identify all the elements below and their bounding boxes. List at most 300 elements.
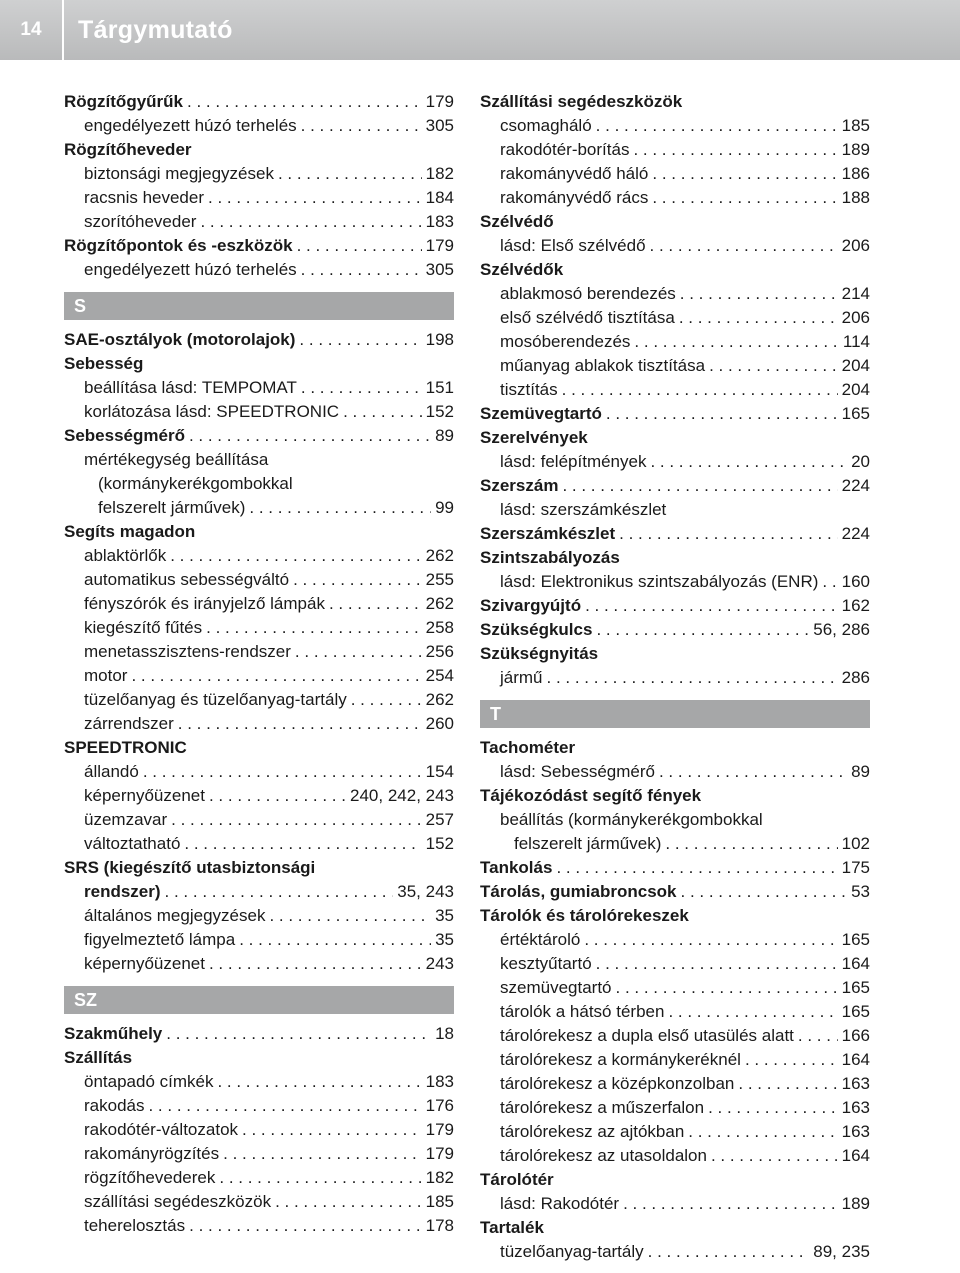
entry-term: felszerelt járművek)	[98, 498, 246, 517]
dot-leader	[596, 114, 838, 138]
entry-page-ref: 262	[425, 690, 454, 709]
index-entry	[480, 1168, 870, 1192]
entry-page-ref: 182	[425, 164, 454, 183]
entry-page-ref: 89, 235	[813, 1242, 870, 1261]
index-subentry	[64, 1094, 454, 1118]
entry-page-ref: 53	[851, 882, 870, 901]
index-subentry	[64, 880, 454, 904]
index-entry	[480, 784, 870, 808]
entry-page-ref: 240, 242, 243	[350, 786, 454, 805]
entry-page-ref: 262	[425, 546, 454, 565]
dot-leader	[178, 712, 422, 736]
index-subentry	[64, 496, 454, 520]
entry-page-ref: 99	[435, 498, 454, 517]
dot-leader	[189, 424, 431, 448]
index-subentry	[64, 688, 454, 712]
entry-page-ref: 224	[841, 524, 870, 543]
index-subentry	[64, 448, 454, 472]
entry-term: mértékegység beállítása	[84, 450, 269, 469]
index-subentry	[64, 162, 454, 186]
dot-leader	[652, 186, 837, 210]
index-subentry	[64, 592, 454, 616]
index-subentry	[64, 472, 454, 496]
entry-term: szemüvegtartó	[500, 978, 612, 997]
entry-term: tárolórekesz az ajtókban	[500, 1122, 685, 1141]
dot-leader	[822, 570, 837, 594]
dot-leader	[606, 402, 838, 426]
index-subentry	[480, 1096, 870, 1120]
index-subentry	[64, 1070, 454, 1094]
dot-leader	[170, 544, 421, 568]
entry-term: SPEEDTRONIC	[64, 738, 187, 757]
index-subentry	[480, 666, 870, 690]
index-entry	[64, 1022, 454, 1046]
dot-leader	[189, 1214, 422, 1238]
entry-term: rakományvédő rács	[500, 188, 649, 207]
dot-leader	[679, 306, 838, 330]
dot-leader	[708, 1096, 838, 1120]
entry-page-ref: 176	[425, 1096, 454, 1115]
dot-leader	[681, 880, 848, 904]
entry-term: rakományvédő háló	[500, 164, 649, 183]
dot-leader	[619, 522, 837, 546]
entry-page-ref: 243	[425, 954, 454, 973]
entry-page-ref: 163	[841, 1098, 870, 1117]
entry-page-ref: 214	[841, 284, 870, 303]
entry-page-ref: 185	[841, 116, 870, 135]
index-column-right	[480, 90, 870, 1264]
entry-page-ref: 286	[841, 668, 870, 687]
entry-term: lásd: Első szélvédő	[500, 236, 646, 255]
entry-term: Sebesség	[64, 354, 144, 373]
dot-leader	[562, 474, 837, 498]
entry-page-ref: 152	[425, 834, 454, 853]
entry-term: Rögzítőpontok és -eszközök	[64, 236, 293, 255]
dot-leader	[184, 832, 421, 856]
index-subentry	[480, 498, 870, 522]
dot-leader	[596, 952, 838, 976]
dot-leader	[278, 162, 422, 186]
entry-term: kiegészítő fűtés	[84, 618, 203, 637]
entry-page-ref: 162	[841, 596, 870, 615]
entry-page-ref: 198	[425, 330, 454, 349]
entry-page-ref: 305	[425, 116, 454, 135]
entry-term: képernyőüzenet	[84, 954, 205, 973]
entry-page-ref: 188	[841, 188, 870, 207]
dot-leader	[301, 376, 422, 400]
dot-leader	[208, 186, 422, 210]
index-subentry	[480, 1240, 870, 1264]
dot-leader	[209, 952, 422, 976]
section-letter-header: T	[480, 700, 870, 728]
entry-term: első szélvédő tisztítása	[500, 308, 675, 327]
entry-term: Rögzítőheveder	[64, 140, 192, 159]
entry-page-ref: 179	[425, 1120, 454, 1139]
entry-term: lásd: Sebességmérő	[500, 762, 655, 781]
entry-page-ref: 260	[425, 714, 454, 733]
entry-term: értéktároló	[500, 930, 581, 949]
index-subentry	[480, 162, 870, 186]
dot-leader	[623, 1192, 838, 1216]
entry-term: Szélvédők	[480, 260, 564, 279]
index-entry	[480, 880, 870, 904]
index-subentry	[64, 832, 454, 856]
entry-page-ref: 164	[841, 1146, 870, 1165]
entry-term: tárolórekesz a középkonzolban	[500, 1074, 735, 1093]
entry-page-ref: 255	[425, 570, 454, 589]
index-column-left	[64, 90, 454, 1238]
entry-term: Szükségnyitás	[480, 644, 599, 663]
index-entry	[480, 618, 870, 642]
index-subentry	[64, 258, 454, 282]
entry-term: beállítás (kormánykerékgombokkal	[500, 810, 763, 829]
dot-leader	[297, 234, 422, 258]
dot-leader	[596, 618, 809, 642]
entry-term: felszerelt járművek)	[514, 834, 662, 853]
index-subentry	[64, 616, 454, 640]
entry-term: mosóberendezés	[500, 332, 631, 351]
dot-leader	[200, 210, 421, 234]
entry-page-ref: 179	[425, 1144, 454, 1163]
entry-term: állandó	[84, 762, 139, 781]
entry-term: Szállítási segédeszközök	[480, 92, 683, 111]
entry-term: engedélyezett húzó terhelés	[84, 116, 297, 135]
entry-term: Szintszabályozás	[480, 548, 620, 567]
index-entry	[480, 474, 870, 498]
entry-term: Tárolótér	[480, 1170, 554, 1189]
entry-term: Szakműhely	[64, 1024, 163, 1043]
dot-leader	[171, 808, 421, 832]
dot-leader	[547, 666, 838, 690]
dot-leader	[275, 1190, 422, 1214]
dot-leader	[301, 114, 422, 138]
entry-term: racsnis heveder	[84, 188, 205, 207]
entry-term: ablakmosó berendezés	[500, 284, 676, 303]
index-subentry	[64, 808, 454, 832]
index-subentry	[480, 282, 870, 306]
entry-term: üzemzavar	[84, 810, 168, 829]
index-subentry	[480, 952, 870, 976]
dot-leader	[329, 592, 422, 616]
dot-leader	[166, 1022, 431, 1046]
index-subentry	[480, 832, 870, 856]
dot-leader	[209, 784, 346, 808]
section-letter-header: SZ	[64, 986, 454, 1014]
entry-page-ref: 152	[425, 402, 454, 421]
index-subentry	[480, 1120, 870, 1144]
entry-page-ref: 256	[425, 642, 454, 661]
index-subentry	[64, 1190, 454, 1214]
entry-term: tárolórekesz a dupla első utasülés alatt	[500, 1026, 794, 1045]
index-entry	[480, 904, 870, 928]
entry-term: fényszórók és irányjelző lámpák	[84, 594, 325, 613]
dot-leader	[652, 162, 837, 186]
dot-leader	[249, 496, 431, 520]
entry-term: Szerszámkészlet	[480, 524, 616, 543]
entry-page-ref: 254	[425, 666, 454, 685]
entry-term: tüzelőanyag és tüzelőanyag-tartály	[84, 690, 347, 709]
index-subentry	[480, 138, 870, 162]
entry-page-ref: 165	[841, 978, 870, 997]
index-subentry	[64, 376, 454, 400]
entry-term: kesztyűtartó	[500, 954, 592, 973]
index-subentry	[64, 544, 454, 568]
entry-page-ref: 206	[841, 236, 870, 255]
entry-term: csomagháló	[500, 116, 592, 135]
entry-term: rendszer)	[84, 882, 161, 901]
entry-term: tárolórekesz a kormánykeréknél	[500, 1050, 741, 1069]
entry-page-ref: 186	[841, 164, 870, 183]
entry-term: motor	[84, 666, 128, 685]
index-entry	[480, 856, 870, 880]
dot-leader	[634, 330, 838, 354]
entry-term: jármű	[500, 668, 543, 687]
dot-leader	[711, 1144, 838, 1168]
page-title: Tárgymutató	[78, 15, 233, 44]
dot-leader	[293, 568, 422, 592]
dot-leader	[299, 328, 421, 352]
entry-page-ref: 206	[841, 308, 870, 327]
entry-page-ref: 178	[425, 1216, 454, 1235]
dot-leader	[738, 1072, 837, 1096]
entry-term: Tachométer	[480, 738, 576, 757]
index-subentry	[480, 570, 870, 594]
entry-page-ref: 165	[841, 1002, 870, 1021]
entry-term: műanyag ablakok tisztítása	[500, 356, 706, 375]
index-subentry	[64, 904, 454, 928]
index-subentry	[64, 1118, 454, 1142]
dot-leader	[616, 976, 838, 1000]
entry-page-ref: 185	[425, 1192, 454, 1211]
entry-term: Sebességmérő	[64, 426, 185, 445]
index-subentry	[64, 784, 454, 808]
index-entry	[480, 210, 870, 234]
dot-leader	[665, 832, 837, 856]
dot-leader	[206, 616, 422, 640]
dot-leader	[269, 904, 431, 928]
entry-page-ref: 56, 286	[813, 620, 870, 639]
entry-term: zárrendszer	[84, 714, 174, 733]
dot-leader	[650, 234, 838, 258]
entry-term: tárolórekesz az utasoldalon	[500, 1146, 707, 1165]
entry-page-ref: 18	[435, 1024, 454, 1043]
index-subentry	[480, 1000, 870, 1024]
dot-leader	[680, 282, 838, 306]
entry-term: szállítási segédeszközök	[84, 1192, 272, 1211]
entry-term: rögzítőhevederek	[84, 1168, 216, 1187]
index-entry	[64, 736, 454, 760]
index-entry	[64, 1046, 454, 1070]
dot-leader	[242, 1118, 422, 1142]
dot-leader	[668, 1000, 837, 1024]
index-entry	[480, 90, 870, 114]
entry-term: öntapadó címkék	[84, 1072, 214, 1091]
entry-page-ref: 179	[425, 236, 454, 255]
entry-term: Tartalék	[480, 1218, 544, 1237]
index-entry	[480, 402, 870, 426]
dot-leader	[650, 450, 847, 474]
index-subentry	[480, 928, 870, 952]
entry-term: Segíts magadon	[64, 522, 196, 541]
dot-leader	[223, 1142, 422, 1166]
index-subentry	[64, 568, 454, 592]
entry-page-ref: 258	[425, 618, 454, 637]
dot-leader	[148, 1094, 421, 1118]
entry-term: általános megjegyzések	[84, 906, 266, 925]
index-entry	[64, 138, 454, 162]
entry-term: Szemüvegtartó	[480, 404, 602, 423]
entry-term: Tankolás	[480, 858, 553, 877]
page-number: 14	[20, 19, 42, 40]
entry-page-ref: 154	[425, 762, 454, 781]
dot-leader	[556, 856, 837, 880]
entry-term: rakományrögzítés	[84, 1144, 220, 1163]
index-subentry	[480, 1144, 870, 1168]
index-subentry	[480, 1024, 870, 1048]
dot-leader	[219, 1166, 421, 1190]
index-entry	[64, 328, 454, 352]
entry-term: rakodótér-borítás	[500, 140, 630, 159]
entry-term: lásd: szerszámkészlet	[500, 500, 667, 519]
entry-term: Szerszám	[480, 476, 559, 495]
index-entry	[480, 546, 870, 570]
entry-page-ref: 35, 243	[397, 882, 454, 901]
entry-term: Szélvédő	[480, 212, 554, 231]
index-subentry	[64, 210, 454, 234]
entry-term: beállítása lásd: TEMPOMAT	[84, 378, 297, 397]
index-subentry	[480, 186, 870, 210]
index-subentry	[64, 712, 454, 736]
index-subentry	[64, 952, 454, 976]
entry-page-ref: 189	[841, 1194, 870, 1213]
entry-page-ref: 35	[435, 930, 454, 949]
index-entry	[480, 642, 870, 666]
entry-term: lásd: felépítmények	[500, 452, 647, 471]
entry-term: Szállítás	[64, 1048, 133, 1067]
entry-term: teherelosztás	[84, 1216, 186, 1235]
dot-leader	[648, 1240, 810, 1264]
index-entry	[64, 90, 454, 114]
entry-page-ref: 204	[841, 380, 870, 399]
entry-page-ref: 183	[425, 1072, 454, 1091]
index-subentry	[480, 354, 870, 378]
index-entry	[64, 234, 454, 258]
index-subentry	[480, 1072, 870, 1096]
entry-term: figyelmeztető lámpa	[84, 930, 236, 949]
entry-page-ref: 175	[841, 858, 870, 877]
entry-term: SAE-osztályok (motorolajok)	[64, 330, 296, 349]
index-subentry	[64, 1142, 454, 1166]
index-entry	[64, 352, 454, 376]
entry-page-ref: 164	[841, 954, 870, 973]
entry-term: engedélyezett húzó terhelés	[84, 260, 297, 279]
entry-term: ablaktörlők	[84, 546, 167, 565]
entry-page-ref: 20	[851, 452, 870, 471]
entry-term: szorítóheveder	[84, 212, 197, 231]
entry-term: tárolórekesz a műszerfalon	[500, 1098, 705, 1117]
entry-page-ref: 189	[841, 140, 870, 159]
index-subentry	[480, 450, 870, 474]
dot-leader	[295, 640, 422, 664]
dot-leader	[585, 594, 838, 618]
entry-page-ref: 224	[841, 476, 870, 495]
entry-term: menetasszisztens-rendszer	[84, 642, 291, 661]
entry-term: rakodás	[84, 1096, 145, 1115]
entry-page-ref: 89	[435, 426, 454, 445]
index-subentry	[64, 760, 454, 784]
entry-term: Tárolók és tárolórekeszek	[480, 906, 689, 925]
entry-page-ref: 163	[841, 1122, 870, 1141]
entry-page-ref: 184	[425, 188, 454, 207]
entry-term: lásd: Elektronikus szintszabályozás (ENR)	[500, 572, 819, 591]
entry-page-ref: 89	[851, 762, 870, 781]
index-subentry	[480, 330, 870, 354]
index-subentry	[480, 378, 870, 402]
index-subentry	[64, 664, 454, 688]
index-subentry	[480, 808, 870, 832]
index-subentry	[480, 976, 870, 1000]
dot-leader	[131, 664, 421, 688]
dot-leader	[562, 378, 838, 402]
entry-term: (kormánykerékgombokkal	[98, 474, 293, 493]
index-subentry	[64, 114, 454, 138]
entry-page-ref: 151	[425, 378, 454, 397]
entry-page-ref: 305	[425, 260, 454, 279]
index-subentry	[480, 1048, 870, 1072]
index-subentry	[64, 928, 454, 952]
index-subentry	[64, 640, 454, 664]
index-entry	[480, 522, 870, 546]
entry-page-ref: 182	[425, 1168, 454, 1187]
index-entry	[480, 594, 870, 618]
index-subentry	[64, 1166, 454, 1190]
page-header	[0, 0, 960, 60]
index-subentry	[480, 1192, 870, 1216]
dot-leader	[239, 928, 431, 952]
index-entry	[64, 520, 454, 544]
entry-term: képernyőüzenet	[84, 786, 205, 805]
index-subentry	[64, 1214, 454, 1238]
dot-leader	[584, 928, 837, 952]
entry-term: Szükségkulcs	[480, 620, 593, 639]
dot-leader	[659, 760, 847, 784]
entry-term: SRS (kiegészítő utasbiztonsági	[64, 858, 316, 877]
entry-page-ref: 163	[841, 1074, 870, 1093]
index-subentry	[480, 114, 870, 138]
entry-page-ref: 160	[841, 572, 870, 591]
entry-page-ref: 262	[425, 594, 454, 613]
dot-leader	[187, 90, 422, 114]
dot-leader	[688, 1120, 837, 1144]
entry-term: tárolók a hátsó térben	[500, 1002, 665, 1021]
index-subentry	[480, 760, 870, 784]
entry-term: Szerelvények	[480, 428, 588, 447]
index-entry	[480, 736, 870, 760]
section-letter-header: S	[64, 292, 454, 320]
dot-leader	[351, 688, 422, 712]
index-entry	[480, 1216, 870, 1240]
entry-page-ref: 164	[841, 1050, 870, 1069]
dot-leader	[798, 1024, 838, 1048]
entry-page-ref: 165	[841, 404, 870, 423]
entry-term: Rögzítőgyűrűk	[64, 92, 183, 111]
entry-term: automatikus sebességváltó	[84, 570, 290, 589]
index-subentry	[64, 186, 454, 210]
entry-page-ref: 183	[425, 212, 454, 231]
dot-leader	[745, 1048, 838, 1072]
entry-term: Szivargyújtó	[480, 596, 582, 615]
dot-leader	[633, 138, 837, 162]
